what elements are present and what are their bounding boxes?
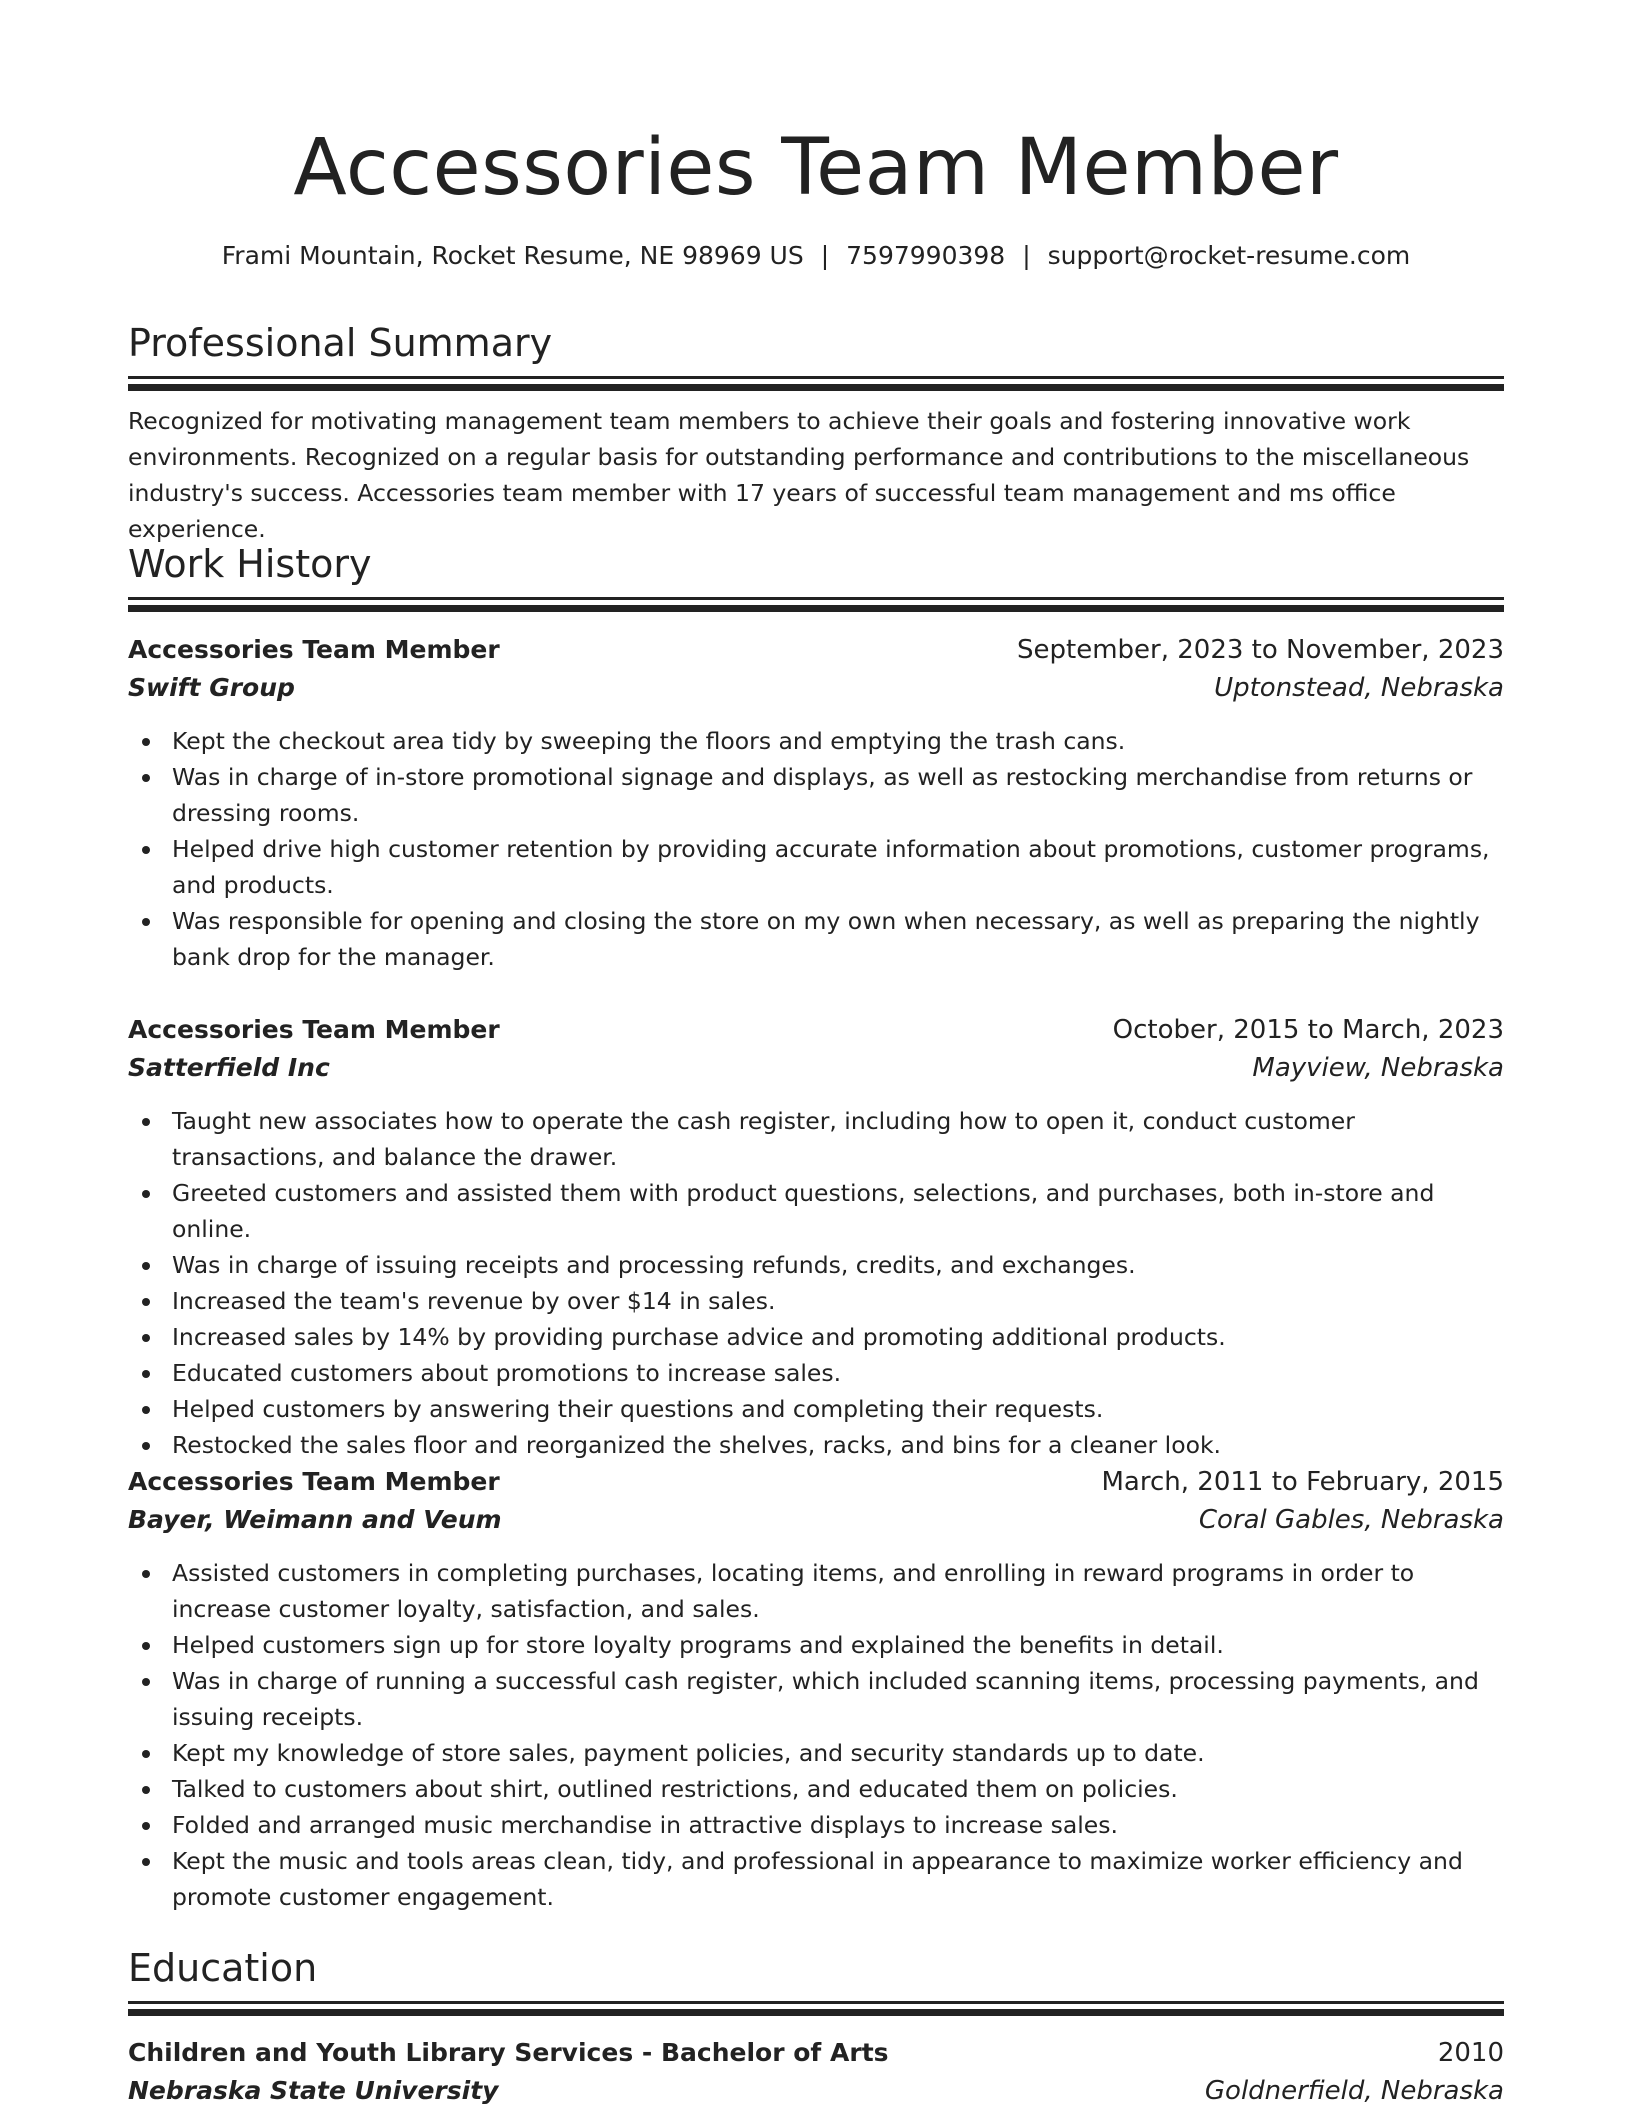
job-bullets [128, 1555, 1504, 1915]
job-dates: September, 2023 to November, 2023 [1017, 635, 1504, 665]
section-rule-thick [128, 2009, 1504, 2016]
job-dates: March, 2011 to February, 2015 [1101, 1467, 1504, 1497]
list-item: Increased the team's revenue by over $14 in sales. [172, 1283, 1504, 1319]
summary-section [128, 318, 1504, 547]
contact-separator: | [1022, 241, 1031, 270]
contact-address: Frami Mountain, Rocket Resume, NE 98969 US [221, 241, 804, 270]
job-entry [128, 1011, 1504, 1463]
list-item: Helped customers sign up for store loyalty programs and explained the benefits in detail. [172, 1627, 1504, 1663]
section-rule-thick [128, 384, 1504, 391]
job-bullets [128, 1103, 1504, 1463]
education-school: Nebraska State University [128, 2076, 499, 2105]
work-section [128, 539, 1504, 612]
job-entry [128, 1463, 1504, 1915]
list-item: Increased sales by 14% by providing purchase advice and promoting additional products. [172, 1319, 1504, 1355]
list-item: Kept my knowledge of store sales, payment policies, and security standards up to date. [172, 1735, 1504, 1771]
section-rule-thin [128, 376, 1504, 379]
list-item: Was in charge of issuing receipts and processing refunds, credits, and exchanges. [172, 1247, 1504, 1283]
section-rule-thin [128, 597, 1504, 600]
job-entry [128, 631, 1504, 975]
education-year: 2010 [1437, 2038, 1504, 2068]
list-item: Educated customers about promotions to increase sales. [172, 1355, 1504, 1391]
list-item: Talked to customers about shirt, outlined restrictions, and educated them on policies. [172, 1771, 1504, 1807]
list-item: Assisted customers in completing purchases, locating items, and enrolling in reward programs in order to increase customer loyalty, satisfaction, and sales. [172, 1555, 1504, 1627]
job-company: Bayer, Weimann and Veum [128, 1505, 502, 1534]
job-title: Accessories Team Member [128, 1467, 500, 1496]
section-rule-thin [128, 2001, 1504, 2004]
list-item: Kept the music and tools areas clean, tidy, and professional in appearance to maximize worker efficiency and promote customer engagement. [172, 1843, 1504, 1915]
job-dates: October, 2015 to March, 2023 [1112, 1015, 1504, 1045]
job-company: Swift Group [128, 673, 295, 702]
job-bullets [128, 723, 1504, 975]
job-location: Coral Gables, Nebraska [1198, 1505, 1504, 1535]
summary-heading: Professional Summary [128, 321, 553, 365]
list-item: Greeted customers and assisted them with product questions, selections, and purchases, both in-store and online. [172, 1175, 1504, 1247]
job-location: Uptonstead, Nebraska [1214, 673, 1504, 703]
list-item: Helped customers by answering their questions and completing their requests. [172, 1391, 1504, 1427]
summary-text: Recognized for motivating management team members to achieve their goals and fostering innovative work environments. Recognized on a regular basis for outstanding performance and contributions to the miscellaneous industry's success. Accessories team member with 17 years of successful team management and ms office experience. [128, 407, 1470, 543]
list-item: Was in charge of in-store promotional signage and displays, as well as restocking merchandise from returns or dressing rooms. [172, 759, 1504, 831]
section-rule-thick [128, 605, 1504, 612]
list-item: Restocked the sales floor and reorganized the shelves, racks, and bins for a cleaner look. [172, 1427, 1504, 1463]
job-location: Mayview, Nebraska [1252, 1053, 1504, 1083]
work-heading: Work History [128, 542, 372, 586]
job-title: Accessories Team Member [128, 1015, 500, 1044]
job-company: Satterfield Inc [128, 1053, 330, 1082]
contact-email[interactable]: support@rocket-resume.com [1047, 241, 1411, 270]
education-heading: Education [128, 1946, 318, 1990]
education-degree: Children and Youth Library Services - Bachelor of Arts [128, 2038, 889, 2067]
education-entry [128, 2034, 1504, 2110]
education-location: Goldnerfield, Nebraska [1204, 2076, 1504, 2106]
resume-title: Accessories Team Member [293, 123, 1339, 213]
list-item: Was responsible for opening and closing the store on my own when necessary, as well as preparing the nightly bank drop for the manager. [172, 903, 1504, 975]
list-item: Helped drive high customer retention by providing accurate information about promotions, customer programs, and products. [172, 831, 1504, 903]
contact-line [128, 238, 1504, 274]
contact-phone: 7597990398 [846, 241, 1006, 270]
list-item: Taught new associates how to operate the cash register, including how to open it, conduct customer transactions, and balance the drawer. [172, 1103, 1504, 1175]
education-section [128, 1943, 1504, 2016]
list-item: Folded and arranged music merchandise in attractive displays to increase sales. [172, 1807, 1504, 1843]
contact-separator: | [820, 241, 830, 270]
job-title: Accessories Team Member [128, 635, 500, 664]
list-item: Was in charge of running a successful cash register, which included scanning items, processing payments, and issuing receipts. [172, 1663, 1504, 1735]
list-item: Kept the checkout area tidy by sweeping the floors and emptying the trash cans. [172, 723, 1504, 759]
